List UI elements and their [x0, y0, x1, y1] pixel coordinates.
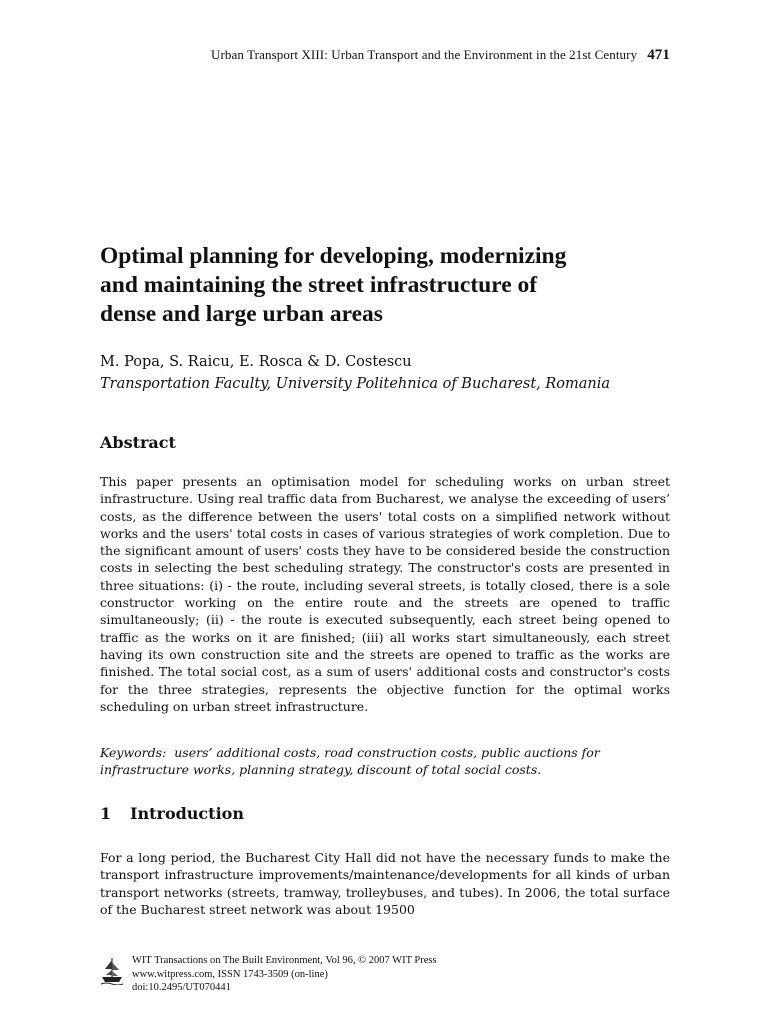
wit-press-ship-logo-icon	[100, 957, 124, 985]
section-title: Introduction	[130, 804, 244, 823]
abstract-heading: Abstract	[100, 433, 176, 452]
introduction-body: For a long period, the Bucharest City Hall did not have the necessary funds to make the transport infrastructure improvements/maintenance/developments for all kinds of urban transport networks (streets, tramway, trolleybuses, and tubes). In 2006, the total surface of the Bucharest street network was about 19500	[100, 850, 670, 917]
keywords-list: users’ additional costs, road construction costs, public auctions for infrastructure works, planning strategy, discount of total social costs.	[100, 745, 600, 778]
keywords-paragraph	[100, 744, 670, 779]
paper-title: Optimal planning for developing, modernizing and maintaining the street infrastructure of dense and large urban areas	[100, 243, 567, 327]
footer-text	[132, 954, 437, 995]
page-number: 471	[647, 47, 670, 63]
publisher-footer	[100, 954, 670, 998]
footer-doi: doi:10.2495/UT070441	[132, 982, 231, 994]
keywords-label: Keywords:	[100, 745, 167, 760]
abstract-body: This paper presents an optimisation model for scheduling works on urban street infrastructure. Using real traffic data from Bucharest, we analyse the exceeding of users’ costs, as the difference between the users' total costs on a simplified network without works and the users' total costs in cases of various strategies of work completion. Due to the significant amount of users' costs they have to be considered beside the construction costs in selecting the best scheduling strategy. The constructor's costs are presented in three situations: (i) - the route, including several streets, is totally closed, there is a sole constructor working on the entire route and the streets are opened to traffic simultaneously; (ii) - the route is executed subsequently, each street being opened to traffic as the works on it are finished; (iii) all works start simultaneously, each street having its own construction site and the streets are opened to traffic as the works are finished. The total social cost, as a sum of users' additional costs and constructor's costs for the three strategies, represents the objective function for the optimal works scheduling on urban street infrastructure.	[100, 474, 670, 714]
running-header	[100, 47, 670, 64]
introduction-heading	[100, 804, 244, 823]
running-header-title: Urban Transport XIII: Urban Transport and the Environment in the 21st Century	[211, 47, 638, 62]
footer-copyright: WIT Transactions on The Built Environment, Vol 96, © 2007 WIT Press	[132, 955, 437, 966]
section-number: 1	[100, 804, 112, 823]
author-affiliation: Transportation Faculty, University Politehnica of Bucharest, Romania	[100, 376, 611, 392]
footer-website-issn: www.witpress.com, ISSN 1743-3509 (on-line)	[132, 968, 328, 980]
author-list: M. Popa, S. Raicu, E. Rosca & D. Costescu	[100, 354, 412, 370]
